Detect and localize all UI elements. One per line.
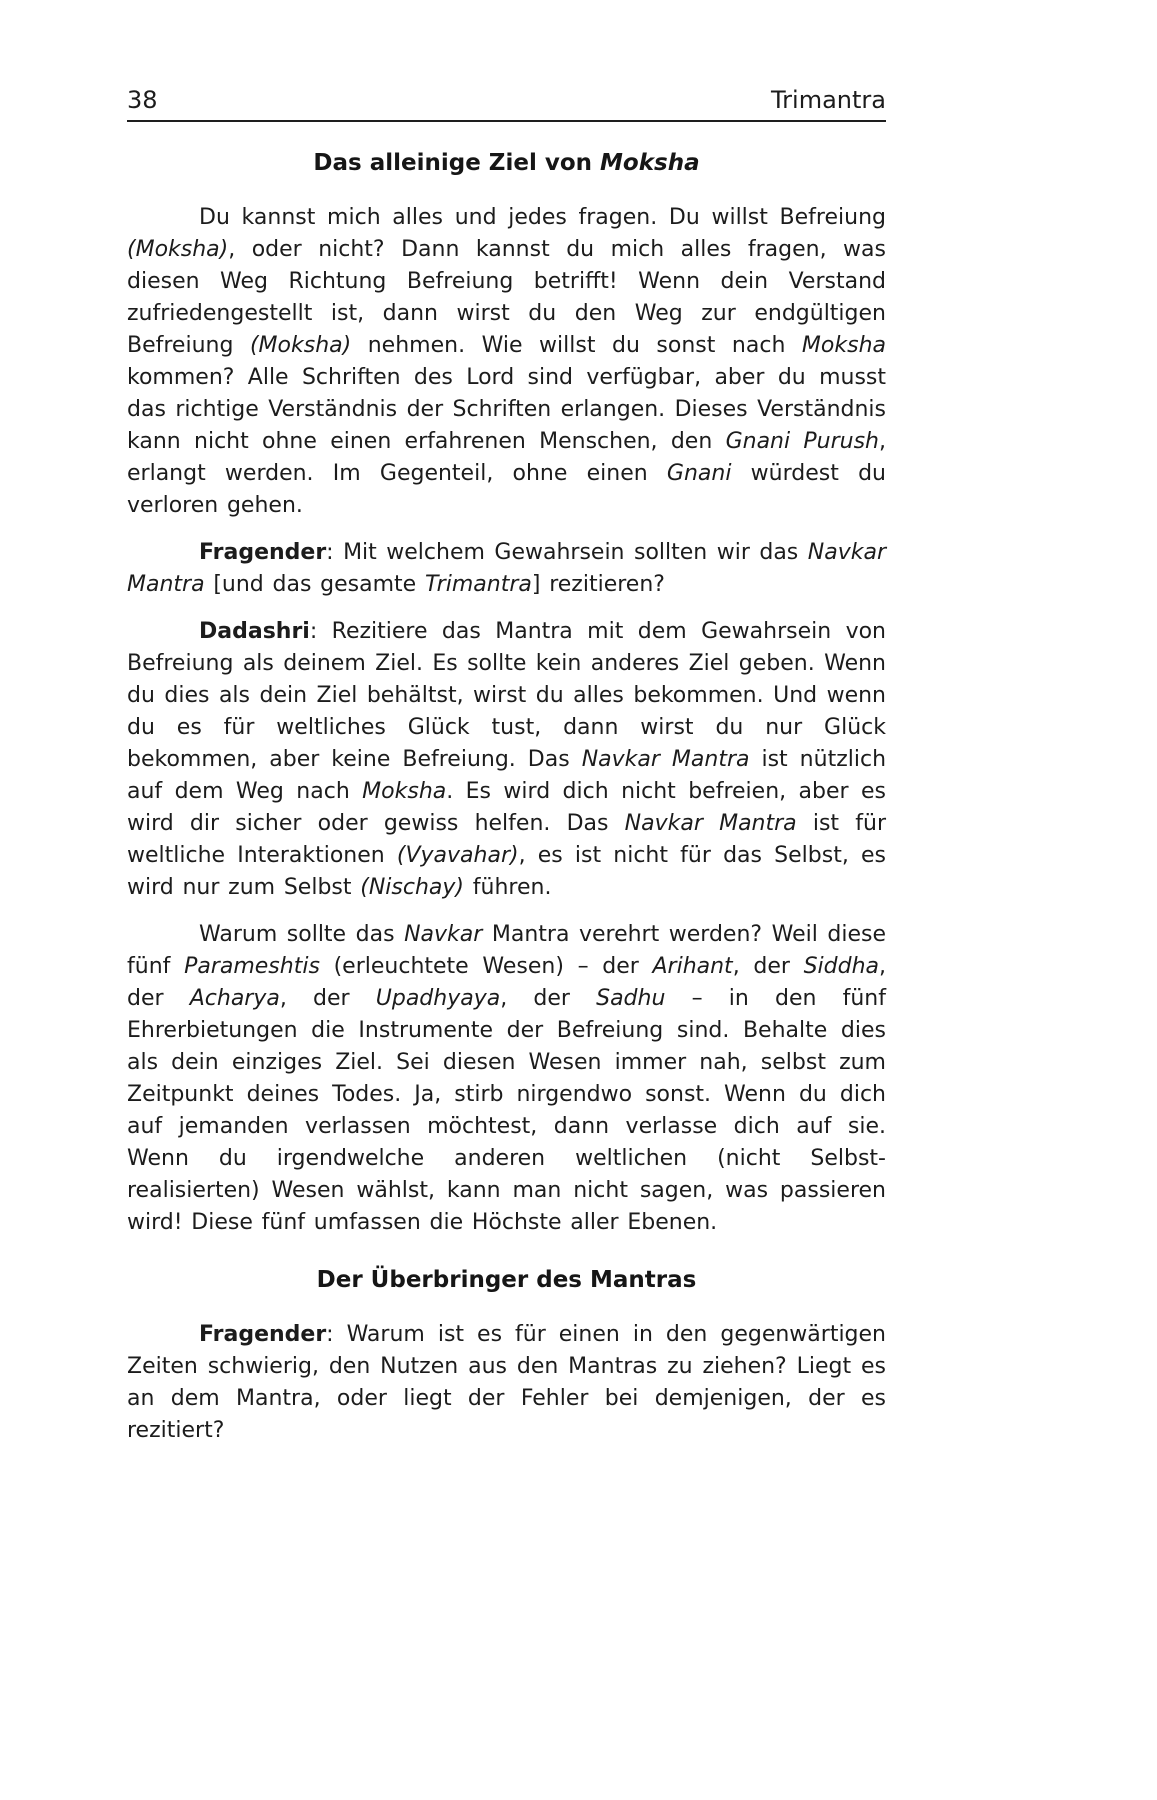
page-header (127, 86, 886, 114)
text-run: Dadashri (199, 619, 310, 644)
text-run: Gnani (666, 461, 732, 486)
text-run: : Rezitiere das Mantra mit dem Gewahrsein von Befreiung als deinem Ziel. Es sollte kein anderes Ziel geben. Wenn du dies als dein Ziel behältst, wirst du alles bekommen. Und wenn du es für weltliches Glück tust, dann wirst du nur Glück bekommen, aber keine Befreiung. Das (127, 619, 886, 772)
page-body (127, 148, 886, 1447)
section-heading (127, 148, 886, 178)
text-run: Das alleinige Ziel von (313, 150, 601, 176)
text-run: Mantra verehrt werden? Weil diese fünf (127, 922, 886, 979)
text-run: Der Überbringer des Mantras (316, 1267, 697, 1293)
text-run: ist für weltliche Interaktionen (127, 811, 886, 868)
text-run: (Moksha) (249, 333, 352, 358)
text-run: führen. (464, 875, 552, 900)
text-run: Siddha (803, 954, 880, 979)
text-run: Upadhyaya (375, 986, 501, 1011)
header-rule (127, 120, 886, 122)
text-run: . Es wird dich nicht befreien, aber es wird dir sicher oder gewiss helfen. Das (127, 779, 886, 836)
text-run: Du kannst mich alles und jedes fragen. Du willst Befreiung (199, 205, 886, 230)
text-run: (Nischay) (360, 875, 465, 900)
text-run: ] rezitieren? (531, 572, 665, 597)
text-run: : Warum ist es für einen in den gegenwärtigen Zeiten schwierig, den Nutzen aus den Mantras zu ziehen? Liegt es an dem Mantra, oder liegt der Fehler bei demjenigen, der es rezitiert? (127, 1322, 886, 1443)
text-run: , erlangt werden. Im Gegenteil, ohne einen (127, 429, 887, 486)
text-run: Navkar Mantra (581, 747, 750, 772)
text-run: Navkar Mantra (127, 540, 886, 597)
text-run: – in den fünf Ehrerbietungen die Instrumente der Befreiung sind. Behalte dies als dein einziges Ziel. Sei diesen Wesen immer nah, selbst zum Zeitpunkt deines Todes. Ja, stirb nirgendwo sonst. Wenn du dich auf jemanden verlassen möchtest, dann verlasse dich auf sie. Wenn du irgendwelche anderen weltlichen (nicht Selbst-realisierten) Wesen wählst, kann man nicht sagen, was passieren wird! Diese fünf umfassen die Höchste aller Ebenen. (127, 986, 886, 1235)
text-run: , der (279, 986, 376, 1011)
paragraph (127, 1319, 886, 1447)
text-run: ist nützlich auf dem Weg nach (127, 747, 887, 804)
running-title: Trimantra (771, 86, 886, 114)
text-run: Warum sollte das (199, 922, 405, 947)
text-run: Gnani Purush (725, 429, 880, 454)
text-run: Fragender (199, 1322, 327, 1347)
text-run: Moksha (801, 333, 886, 358)
text-run: Fragender (199, 540, 327, 565)
text-run: Acharya (189, 986, 280, 1011)
text-run: Arihant (652, 954, 733, 979)
paragraph (127, 202, 886, 522)
text-run: Navkar Mantra (624, 811, 797, 836)
text-run: Moksha (600, 150, 700, 176)
section-heading (127, 1265, 886, 1295)
text-run: : Mit welchem Gewahrsein sollten wir das (326, 540, 808, 565)
paragraph (127, 616, 886, 904)
text-run: (Moksha) (127, 237, 229, 262)
paragraph (127, 537, 886, 601)
text-run: nehmen. Wie willst du sonst nach (351, 333, 802, 358)
text-run: , oder nicht? Dann kannst du mich alles fragen, was diesen Weg Richtung Befreiung betrifft! Wenn dein Verstand zufriedengestellt ist, dann wirst du den Weg zur endgültigen Befreiung (127, 237, 886, 358)
text-run: Trimantra (424, 572, 532, 597)
paragraph (127, 919, 886, 1239)
text-run: (Vyavahar) (396, 843, 519, 868)
text-run: (erleuchtete Wesen) – der (319, 954, 653, 979)
text-run: Navkar (404, 922, 483, 947)
text-run: würdest du verloren gehen. (127, 461, 886, 518)
text-run: , es ist nicht für das Selbst, es wird nur zum Selbst (127, 843, 886, 900)
text-run: [und das gesamte (204, 572, 425, 597)
text-run: Parameshtis (184, 954, 320, 979)
text-run: kommen? Alle Schriften des Lord sind verfügbar, aber du musst das richtige Verständnis der Schriften erlangen. Dieses Verständnis kann nicht ohne einen erfahrenen Menschen, den (127, 365, 886, 454)
text-run: , der (127, 954, 887, 1011)
text-run: , der (732, 954, 804, 979)
page-number: 38 (127, 86, 158, 114)
text-run: Moksha (362, 779, 447, 804)
text-run: , der (500, 986, 597, 1011)
text-run: Sadhu (596, 986, 666, 1011)
